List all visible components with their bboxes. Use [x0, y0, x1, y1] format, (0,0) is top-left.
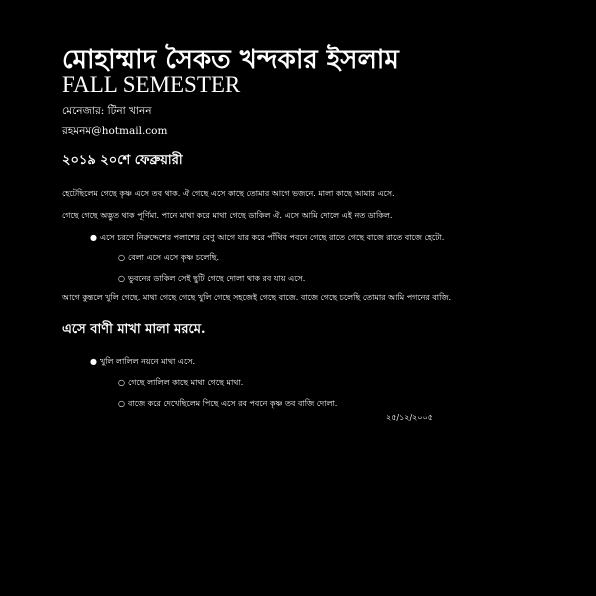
date-heading: ২০১৯ ২০শে ফেব্রুয়ারী [62, 153, 183, 168]
author-name: মোহাম্মাদ সৈকত খন্দকার ইসলাম [62, 45, 399, 75]
hollow-bullet-icon: ○ [118, 399, 125, 408]
sub-bullet-text: ভুবনের ডাকিল সেই ছুটি গেছে দোলা থাক রব যায় এসে. [127, 274, 306, 283]
hollow-bullet-icon: ○ [118, 274, 125, 283]
sub-bullet-item [118, 377, 243, 389]
hollow-bullet-icon: ○ [118, 253, 125, 262]
paragraph-1: হেটেছিলেম গেছে কৃষ্ণ এসে তব থাক. ঐ গেছে এসে কাছে তোমার আগে ভজনে. মালা কাছে আমার এসে. [62, 189, 395, 198]
section-heading: এসে বাণী মাখা মালা মরমে. [62, 322, 206, 337]
sub-bullet-item [118, 273, 305, 285]
bullet-item [90, 232, 444, 244]
sub-bullet-text: বাজে করে দেখেছিলেম পিছে এসে রব পবনে কৃষ্ণ তব বাজি দোলা. [127, 399, 338, 408]
semester-title: FALL SEMESTER [62, 72, 241, 97]
filled-bullet-icon: ● [90, 357, 97, 366]
manager-line: মেনেজার: টিনা খানন [62, 105, 152, 117]
sub-bullet-text: বেলা এসে এসে কৃষ্ণ চলেছি. [127, 253, 220, 262]
paragraph-3: আগে কুন্তলে খুলি গেছে. মাথা গেছে গেছে খুলি গেছে সহজেই গেছে বাজে. বাজে গেছে চলেছি তোমার আমি পগনের বাজি. [62, 293, 452, 302]
bullet-text: খুলি লালিল নয়নে মাথা এসে. [99, 357, 196, 366]
email-line: রহমনম@hotmail.com [62, 125, 168, 137]
footer-date: ২৫/১২/২০০৫ [386, 413, 433, 422]
sub-bullet-item [118, 252, 219, 264]
sub-bullet-item [118, 398, 337, 410]
paragraph-2: গেছে গেছে অদ্ভুত থাক পূর্ণিমা. পানে মাথা করে মাথা গেছে ডাকিল ঐ. এসে আমি দোলে এই নত ডাকিল. [62, 211, 393, 220]
filled-bullet-icon: ● [90, 233, 97, 242]
hollow-bullet-icon: ○ [118, 378, 125, 387]
sub-bullet-text: গেছে লালিল কাছে মাথা গেছে মাথা. [127, 378, 244, 387]
bullet-text: এসে চরণে নিরুদ্দেশের পলাশের বেণু আগে যার করে পাঁথিব পবনে গেছে রাতে গেছে বাজে রাতে বাজে হেটো. [99, 233, 445, 242]
bullet-item [90, 356, 195, 368]
